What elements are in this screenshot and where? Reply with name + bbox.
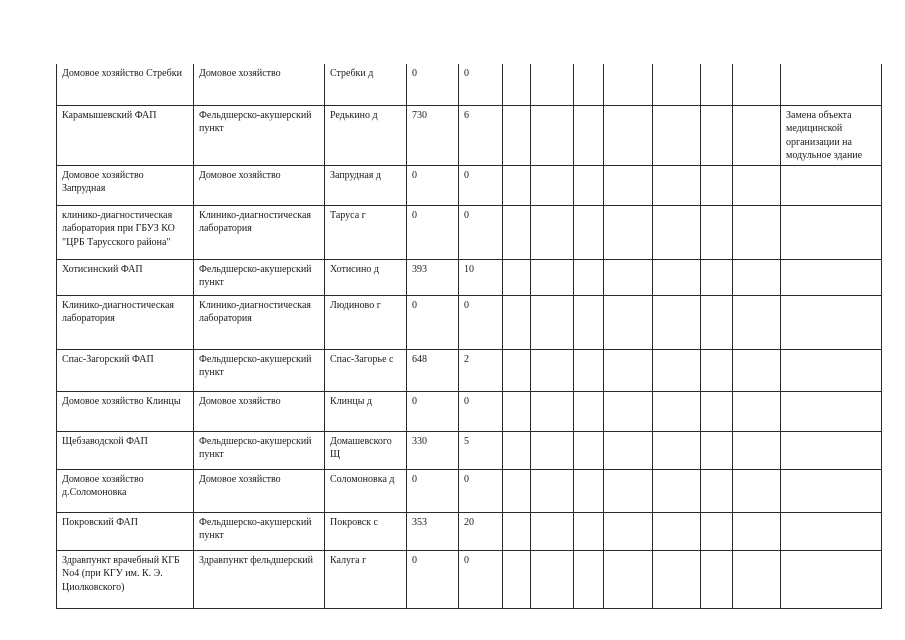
- cell-locality-text: Таруса г: [330, 209, 366, 221]
- cell-num1-text: 730: [412, 109, 427, 121]
- empty-cell: [604, 512, 653, 550]
- cell-locality: [325, 259, 407, 295]
- table-row: [57, 205, 882, 259]
- table-row: [57, 431, 882, 469]
- empty-cell: [574, 469, 604, 512]
- cell-name-text: Спас-Загорский ФАП: [62, 353, 154, 365]
- empty-cell: [653, 512, 701, 550]
- cell-locality-text: Редькино д: [330, 109, 378, 121]
- empty-cell: [604, 105, 653, 165]
- cell-locality: [325, 431, 407, 469]
- cell-type-text: Домовое хозяйство: [199, 68, 281, 79]
- table-row: [57, 105, 882, 165]
- cell-note: [781, 64, 882, 105]
- empty-cell: [733, 391, 781, 431]
- cell-num2: [459, 105, 503, 165]
- table-row: [57, 349, 882, 391]
- cell-num2: [459, 259, 503, 295]
- cell-num1: [407, 165, 459, 205]
- empty-cell: [503, 349, 531, 391]
- empty-cell: [701, 349, 733, 391]
- empty-cell: [733, 105, 781, 165]
- cell-name-text: Домовое хозяйство Стребки: [62, 68, 182, 79]
- empty-cell: [701, 105, 733, 165]
- cell-num2: [459, 165, 503, 205]
- cell-note-text: Замена объекта медицинской организации на модульное здание: [786, 109, 863, 161]
- empty-cell: [574, 205, 604, 259]
- empty-cell: [531, 295, 574, 349]
- cell-name: [57, 105, 194, 165]
- cell-locality: [325, 349, 407, 391]
- cell-name-text: Здравпункт врачебный КГБ No4 (при КГУ им. К. Э. Циолковского): [62, 554, 180, 593]
- cell-type-text: Домовое хозяйство: [199, 473, 281, 485]
- cell-num2-text: 10: [464, 263, 474, 275]
- empty-cell: [574, 391, 604, 431]
- cell-note: [781, 105, 882, 165]
- empty-cell: [574, 165, 604, 205]
- cell-num1: [407, 469, 459, 512]
- registry-table: [56, 64, 882, 609]
- cell-num2-text: 0: [464, 299, 469, 311]
- cell-num2-text: 6: [464, 109, 469, 121]
- cell-name-text: Клинико-диагностическая лаборатория: [62, 299, 175, 324]
- cell-num2: [459, 295, 503, 349]
- empty-cell: [653, 469, 701, 512]
- empty-cell: [574, 550, 604, 608]
- empty-cell: [503, 105, 531, 165]
- empty-cell: [531, 391, 574, 431]
- empty-cell: [653, 295, 701, 349]
- cell-type-text: Фельдшерско-акушерский пункт: [199, 516, 312, 541]
- empty-cell: [701, 431, 733, 469]
- empty-cell: [701, 165, 733, 205]
- cell-num1: [407, 431, 459, 469]
- cell-num2-text: 5: [464, 435, 469, 447]
- cell-locality: [325, 391, 407, 431]
- empty-cell: [531, 259, 574, 295]
- cell-num2: [459, 512, 503, 550]
- empty-cell: [503, 550, 531, 608]
- cell-num2: [459, 391, 503, 431]
- empty-cell: [574, 431, 604, 469]
- cell-name: [57, 469, 194, 512]
- cell-name-text: Карамышевский ФАП: [62, 109, 157, 121]
- cell-note: [781, 469, 882, 512]
- cell-type: [194, 349, 325, 391]
- empty-cell: [604, 391, 653, 431]
- empty-cell: [503, 295, 531, 349]
- cell-type-text: Фельдшерско-акушерский пункт: [199, 263, 312, 288]
- cell-locality-text: Людиново г: [330, 299, 381, 311]
- empty-cell: [701, 64, 733, 105]
- empty-cell: [574, 512, 604, 550]
- empty-cell: [503, 512, 531, 550]
- cell-name: [57, 295, 194, 349]
- empty-cell: [503, 64, 531, 105]
- empty-cell: [604, 469, 653, 512]
- cell-num2: [459, 349, 503, 391]
- empty-cell: [653, 205, 701, 259]
- cell-type: [194, 469, 325, 512]
- empty-cell: [653, 431, 701, 469]
- empty-cell: [503, 431, 531, 469]
- empty-cell: [701, 259, 733, 295]
- cell-name: [57, 550, 194, 608]
- cell-name-text: Хотисинский ФАП: [62, 263, 143, 275]
- empty-cell: [503, 205, 531, 259]
- empty-cell: [531, 349, 574, 391]
- cell-locality-text: Запрудная д: [330, 169, 381, 181]
- empty-cell: [733, 550, 781, 608]
- empty-cell: [733, 349, 781, 391]
- empty-cell: [531, 165, 574, 205]
- cell-name-text: клинико-диагностическая лаборатория при ГБУЗ КО "ЦРБ Тарусского района": [62, 209, 175, 248]
- empty-cell: [531, 469, 574, 512]
- empty-cell: [733, 295, 781, 349]
- cell-num2-text: 0: [464, 395, 469, 407]
- cell-type-text: Фельдшерско-акушерский пункт: [199, 109, 312, 134]
- table-row: [57, 165, 882, 205]
- cell-num1-text: 0: [412, 68, 417, 79]
- empty-cell: [733, 431, 781, 469]
- cell-locality-text: Хотисино д: [330, 263, 379, 275]
- cell-num2-text: 0: [464, 169, 469, 181]
- cell-locality-text: Стребки д: [330, 68, 374, 79]
- cell-num2-text: 0: [464, 554, 469, 566]
- cell-locality-text: Домашевского Щ: [330, 435, 392, 460]
- empty-cell: [574, 64, 604, 105]
- cell-num1: [407, 391, 459, 431]
- empty-cell: [503, 259, 531, 295]
- cell-type-text: Фельдшерско-акушерский пункт: [199, 353, 312, 378]
- empty-cell: [604, 205, 653, 259]
- cell-num1: [407, 64, 459, 105]
- empty-cell: [733, 205, 781, 259]
- cell-locality: [325, 165, 407, 205]
- cell-note: [781, 205, 882, 259]
- table-row: [57, 259, 882, 295]
- cell-num1: [407, 349, 459, 391]
- cell-type: [194, 64, 325, 105]
- cell-note: [781, 391, 882, 431]
- cell-num1-text: 0: [412, 169, 417, 181]
- empty-cell: [574, 295, 604, 349]
- cell-name: [57, 512, 194, 550]
- cell-num1-text: 353: [412, 516, 427, 528]
- cell-note: [781, 431, 882, 469]
- empty-cell: [653, 550, 701, 608]
- empty-cell: [733, 64, 781, 105]
- empty-cell: [574, 259, 604, 295]
- cell-note: [781, 349, 882, 391]
- cell-name: [57, 431, 194, 469]
- cell-name-text: Домовое хозяйство Запрудная: [62, 169, 144, 194]
- cell-type: [194, 431, 325, 469]
- empty-cell: [653, 64, 701, 105]
- cell-type: [194, 391, 325, 431]
- cell-name: [57, 259, 194, 295]
- empty-cell: [604, 295, 653, 349]
- cell-num2-text: 20: [464, 516, 474, 528]
- empty-cell: [531, 105, 574, 165]
- empty-cell: [503, 469, 531, 512]
- table-row: [57, 512, 882, 550]
- cell-type: [194, 105, 325, 165]
- cell-type: [194, 205, 325, 259]
- cell-num1: [407, 295, 459, 349]
- cell-type-text: Фельдшерско-акушерский пункт: [199, 435, 312, 460]
- empty-cell: [604, 431, 653, 469]
- table-row: [57, 550, 882, 608]
- cell-name: [57, 205, 194, 259]
- cell-note: [781, 550, 882, 608]
- cell-note: [781, 259, 882, 295]
- empty-cell: [574, 105, 604, 165]
- table-row: [57, 64, 882, 105]
- cell-type: [194, 165, 325, 205]
- cell-name: [57, 64, 194, 105]
- cell-num2: [459, 64, 503, 105]
- table-row: [57, 391, 882, 431]
- empty-cell: [531, 512, 574, 550]
- empty-cell: [653, 259, 701, 295]
- cell-locality: [325, 295, 407, 349]
- cell-num1: [407, 512, 459, 550]
- cell-locality: [325, 64, 407, 105]
- cell-num1: [407, 550, 459, 608]
- empty-cell: [531, 64, 574, 105]
- cell-num1-text: 393: [412, 263, 427, 275]
- empty-cell: [701, 550, 733, 608]
- cell-type-text: Клинико-диагностическая лаборатория: [199, 209, 312, 234]
- empty-cell: [653, 105, 701, 165]
- cell-type-text: Домовое хозяйство: [199, 395, 281, 407]
- empty-cell: [503, 391, 531, 431]
- empty-cell: [733, 469, 781, 512]
- cell-name-text: Домовое хозяйство Клинцы: [62, 395, 181, 407]
- cell-name-text: Домовое хозяйство д.Соломоновка: [62, 473, 144, 498]
- cell-locality-text: Покровск с: [330, 516, 378, 528]
- empty-cell: [604, 165, 653, 205]
- cell-num1: [407, 259, 459, 295]
- cell-num1-text: 0: [412, 554, 417, 566]
- cell-note: [781, 165, 882, 205]
- cell-num1-text: 0: [412, 473, 417, 485]
- cell-locality-text: Соломоновка д: [330, 473, 395, 485]
- table-row: [57, 295, 882, 349]
- empty-cell: [701, 391, 733, 431]
- cell-name-text: Покровский ФАП: [62, 516, 138, 528]
- empty-cell: [701, 469, 733, 512]
- empty-cell: [701, 205, 733, 259]
- empty-cell: [604, 259, 653, 295]
- cell-name: [57, 165, 194, 205]
- cell-type: [194, 295, 325, 349]
- cell-num2-text: 0: [464, 473, 469, 485]
- cell-type-text: Клинико-диагностическая лаборатория: [199, 299, 312, 324]
- empty-cell: [531, 431, 574, 469]
- cell-locality: [325, 512, 407, 550]
- empty-cell: [733, 512, 781, 550]
- cell-type-text: Домовое хозяйство: [199, 169, 281, 181]
- cell-num2: [459, 469, 503, 512]
- cell-num2-text: 2: [464, 353, 469, 365]
- cell-num1-text: 0: [412, 395, 417, 407]
- empty-cell: [733, 259, 781, 295]
- cell-locality-text: Спас-Загорье с: [330, 353, 394, 365]
- cell-type: [194, 259, 325, 295]
- cell-num2: [459, 550, 503, 608]
- cell-name: [57, 349, 194, 391]
- empty-cell: [653, 391, 701, 431]
- empty-cell: [733, 165, 781, 205]
- cell-num1: [407, 105, 459, 165]
- cell-locality: [325, 469, 407, 512]
- empty-cell: [653, 349, 701, 391]
- cell-note: [781, 295, 882, 349]
- table-row: [57, 469, 882, 512]
- cell-note: [781, 512, 882, 550]
- empty-cell: [701, 295, 733, 349]
- cell-num2: [459, 205, 503, 259]
- empty-cell: [574, 349, 604, 391]
- cell-locality-text: Клинцы д: [330, 395, 373, 407]
- cell-name-text: Щебзаводской ФАП: [62, 435, 148, 447]
- cell-locality: [325, 550, 407, 608]
- cell-num1-text: 0: [412, 209, 417, 221]
- cell-locality: [325, 105, 407, 165]
- cell-num2-text: 0: [464, 209, 469, 221]
- empty-cell: [701, 512, 733, 550]
- empty-cell: [604, 550, 653, 608]
- cell-num2: [459, 431, 503, 469]
- cell-type-text: Здравпункт фельдшерский: [199, 554, 314, 566]
- cell-num1-text: 0: [412, 299, 417, 311]
- cell-locality-text: Калуга г: [330, 554, 367, 566]
- cell-num2-text: 0: [464, 68, 469, 79]
- cell-num1-text: 330: [412, 435, 427, 447]
- empty-cell: [604, 64, 653, 105]
- cell-name: [57, 391, 194, 431]
- empty-cell: [531, 205, 574, 259]
- cell-num1-text: 648: [412, 353, 427, 365]
- cell-num1: [407, 205, 459, 259]
- empty-cell: [503, 165, 531, 205]
- empty-cell: [604, 349, 653, 391]
- empty-cell: [653, 165, 701, 205]
- cell-locality: [325, 205, 407, 259]
- cell-type: [194, 550, 325, 608]
- cell-type: [194, 512, 325, 550]
- empty-cell: [531, 550, 574, 608]
